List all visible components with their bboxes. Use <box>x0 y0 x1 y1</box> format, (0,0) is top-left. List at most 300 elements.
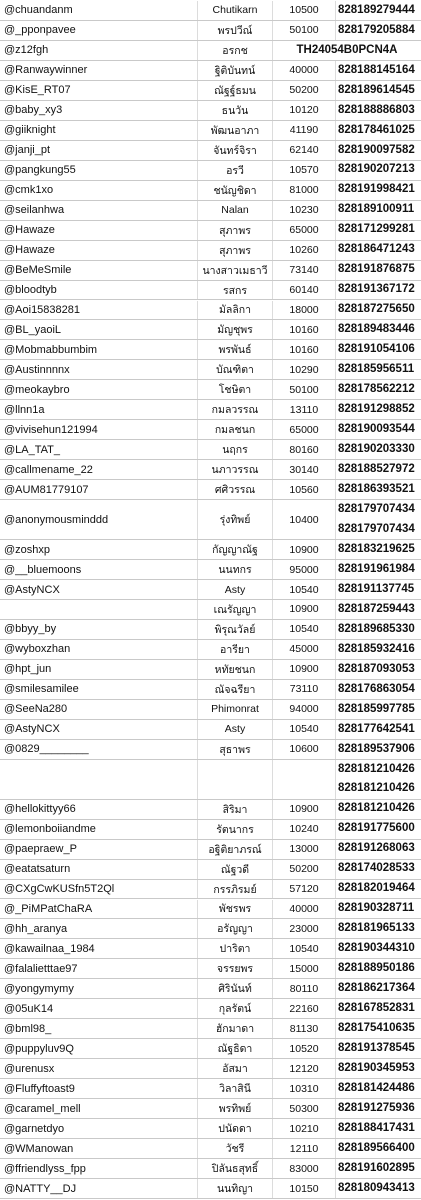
username-cell: @BeMeSmile <box>4 264 72 277</box>
username-cell: @z12fgh <box>4 44 49 57</box>
table-row <box>0 959 421 979</box>
tracking-number-cell <box>335 1019 421 1038</box>
tracking-number: 828187275650 <box>338 303 415 316</box>
table-row <box>0 840 421 860</box>
table-row <box>0 400 421 420</box>
recipient-name-cell: พัฒนอาภา <box>197 121 272 140</box>
recipient-name-cell: อรกช <box>197 41 272 60</box>
postal-code-cell: 10540 <box>272 620 335 639</box>
username-cell: @NATTY__DJ <box>4 1182 77 1195</box>
tracking-number-cell <box>335 600 421 619</box>
username-cell: @Aoi15838281 <box>4 303 81 316</box>
postal-code-cell: 40000 <box>272 61 335 80</box>
postal-code-cell: 81130 <box>272 1019 335 1038</box>
tracking-number-cell <box>335 480 421 499</box>
username-cell: @baby_xy3 <box>4 104 63 117</box>
tracking-number-cell <box>335 919 421 938</box>
tracking-number-cell <box>335 281 421 300</box>
username-cell: @CXgCwKUSfn5T2Ql <box>4 883 115 895</box>
username-cell: @anonymousminddd <box>4 513 109 526</box>
username-cell: @pangkung55 <box>4 164 76 177</box>
tracking-number: 828179707434 <box>338 503 415 516</box>
postal-code-cell: 10570 <box>272 161 335 180</box>
table-row <box>0 41 421 61</box>
table-row <box>0 261 421 281</box>
postal-code-cell: 65000 <box>272 221 335 240</box>
recipient-name-cell: ปาริตา <box>197 939 272 958</box>
table-row <box>0 181 421 201</box>
tracking-number: 828175410635 <box>338 1022 415 1035</box>
tracking-number-cell <box>335 1119 421 1138</box>
postal-code-cell: 10560 <box>272 480 335 499</box>
tracking-number: 828189614545 <box>338 83 415 96</box>
username-cell: @SeeNa280 <box>4 703 68 716</box>
tracking-number: 828180943413 <box>338 1181 415 1194</box>
tracking-number: 828190203330 <box>338 443 415 455</box>
postal-code-cell: 65000 <box>272 420 335 439</box>
tracking-number-cell <box>335 840 421 859</box>
tracking-number: 828190344310 <box>338 942 415 955</box>
table-row <box>0 700 421 720</box>
recipient-name-cell: มัลลิกา <box>197 301 272 320</box>
table-row <box>0 860 421 880</box>
username-cell: @hellokittyy66 <box>4 803 76 816</box>
tracking-number: 828183219625 <box>338 542 415 555</box>
tracking-number-cell <box>335 121 421 140</box>
table-row <box>0 560 421 580</box>
recipient-name-cell: เณรัญญา <box>197 600 272 619</box>
table-row <box>0 1119 421 1139</box>
tracking-number-cell <box>335 540 421 559</box>
username-cell: @BL_yaoiL <box>4 323 62 336</box>
tracking-number-cell <box>335 1099 421 1118</box>
recipient-name-cell: ธนวัน <box>197 101 272 120</box>
table-row <box>0 820 421 840</box>
tracking-number: 828178562212 <box>338 383 415 396</box>
tracking-number-cell <box>335 301 421 320</box>
recipient-name-cell: นางสาวเมธาวี <box>197 261 272 280</box>
tracking-number-cell <box>335 340 421 359</box>
tracking-number-cell <box>335 860 421 879</box>
recipient-name-cell: วัชรี <box>197 1139 272 1158</box>
table-row <box>0 201 421 221</box>
tracking-number-cell <box>335 1179 421 1198</box>
table-row <box>0 121 421 141</box>
tracking-number: 828191275936 <box>338 1101 415 1114</box>
recipient-name-cell: อัสมา <box>197 1059 272 1078</box>
postal-code-cell: 60140 <box>272 281 335 300</box>
postal-code-cell: 94000 <box>272 700 335 719</box>
recipient-name-cell: นฤกร <box>197 440 272 459</box>
recipient-name-cell: พรพันธ์ <box>197 340 272 359</box>
tracking-number-cell <box>335 720 421 739</box>
tracking-number-cell <box>335 1 421 20</box>
username-cell: @_PiMPatChaRA <box>4 902 93 915</box>
tracking-number: 828190345953 <box>338 1061 415 1074</box>
table-row <box>0 440 421 460</box>
table-row <box>0 800 421 820</box>
postal-code-cell: 45000 <box>272 640 335 659</box>
tracking-number-cell <box>335 241 421 260</box>
table-row <box>0 760 421 800</box>
username-cell: @hpt_jun <box>4 663 52 676</box>
recipient-name-cell: หทัยชนก <box>197 660 272 679</box>
recipient-name-cell: ศิรินันท์ <box>197 979 272 998</box>
tracking-number: 828189566400 <box>338 1141 415 1154</box>
table-row <box>0 660 421 680</box>
postal-code-cell: 10310 <box>272 1079 335 1098</box>
recipient-name-cell: Chutikarn <box>197 1 272 20</box>
recipient-name-cell: กมลวรรณ <box>197 400 272 419</box>
table-row <box>0 420 421 440</box>
table-row <box>0 480 421 500</box>
tracking-number: 828185956511 <box>338 363 415 376</box>
table-row <box>0 600 421 620</box>
tracking-number: 828181210426 <box>338 802 415 815</box>
username-cell: @Hawaze <box>4 224 55 237</box>
tracking-number: 828191602895 <box>338 1161 415 1174</box>
username-cell: @eatatsaturn <box>4 863 71 876</box>
postal-code-cell: 12110 <box>272 1139 335 1158</box>
table-row <box>0 21 421 41</box>
table-row <box>0 101 421 121</box>
postal-code-cell: 10240 <box>272 820 335 839</box>
tracking-number: 828190097582 <box>338 143 415 156</box>
tracking-number: 828189483446 <box>338 323 415 336</box>
tracking-number: 828176863054 <box>338 682 415 695</box>
tracking-number: 828188886803 <box>338 103 415 116</box>
username-cell: @Mobmabbumbim <box>4 343 98 356</box>
table-row <box>0 1099 421 1119</box>
username-cell: @hh_aranya <box>4 922 68 935</box>
tracking-number-cell <box>335 1039 421 1058</box>
tracking-number-cell <box>335 640 421 659</box>
postal-code-cell: 10540 <box>272 720 335 739</box>
postal-code-cell: 83000 <box>272 1159 335 1178</box>
tracking-number: 828189100911 <box>338 203 415 216</box>
table-row <box>0 1179 421 1199</box>
tracking-number: 828191298852 <box>338 403 415 416</box>
tracking-number: 828185932416 <box>338 642 415 655</box>
username-cell: @AstyNCX <box>4 723 60 736</box>
username-cell: @ffriendlyss_fpp <box>4 1162 86 1175</box>
username-cell: @bbyy_by <box>4 623 57 636</box>
username-cell: @KisE_RT07 <box>4 84 71 97</box>
username-cell: @seilanhwa <box>4 204 65 217</box>
username-cell: @05uK14 <box>4 1002 54 1015</box>
table-row <box>0 281 421 301</box>
tracking-number-cell <box>335 61 421 80</box>
recipient-name-cell: นนทกร <box>197 560 272 579</box>
tracking-number-cell <box>335 560 421 579</box>
username-cell: @meokaybro <box>4 383 70 396</box>
tracking-number-cell <box>335 820 421 839</box>
tracking-number-cell <box>335 420 421 439</box>
tracking-number: 828187093053 <box>338 662 415 675</box>
tracking-number-cell <box>335 21 421 40</box>
username-cell: @puppyluv9Q <box>4 1042 74 1055</box>
postal-code-cell: 10500 <box>272 1 335 20</box>
username-cell: @lemonboiiandme <box>4 823 96 836</box>
recipient-name-cell: บัณฑิตา <box>197 360 272 379</box>
username-cell: @LA_TAT_ <box>4 443 60 456</box>
recipient-name-cell: ณัจฉรียา <box>197 680 272 699</box>
recipient-name-cell: รัตนากร <box>197 820 272 839</box>
username-cell: @smilesamilee <box>4 683 79 696</box>
username-cell: @Fluffyftoast9 <box>4 1082 75 1095</box>
recipient-name-cell: โชษิตา <box>197 380 272 399</box>
username-cell: @AstyNCX <box>4 583 60 596</box>
tracking-number: 828191367172 <box>338 283 415 296</box>
table-row <box>0 999 421 1019</box>
username-cell: @garnetdyo <box>4 1122 65 1135</box>
tracking-number: 828174028533 <box>338 862 415 875</box>
recipient-name-cell: กุลรัตน์ <box>197 999 272 1018</box>
table-row <box>0 900 421 920</box>
table-row <box>0 380 421 400</box>
tracking-number-cell <box>335 999 421 1018</box>
postal-code-cell: 15000 <box>272 959 335 978</box>
username-cell: @llnn1a <box>4 403 45 416</box>
username-cell: @Hawaze <box>4 244 55 257</box>
table-row <box>0 1079 421 1099</box>
tracking-number-cell <box>335 680 421 699</box>
username-cell: @0829________ <box>4 743 89 756</box>
tracking-number-cell <box>335 700 421 719</box>
recipient-name-cell: อรัญญา <box>197 919 272 938</box>
tracking-number: 828181210426 <box>338 782 415 795</box>
tracking-number-cell <box>335 580 421 599</box>
recipient-name-cell: รสกร <box>197 281 272 300</box>
table-row <box>0 340 421 360</box>
tracking-number-cell <box>335 101 421 120</box>
tracking-number: 828190207213 <box>338 163 415 176</box>
table-row <box>0 61 421 81</box>
tracking-number: 828191268063 <box>338 842 415 855</box>
tracking-number-cell <box>335 1059 421 1078</box>
recipient-name-cell: นภาวรรณ <box>197 460 272 479</box>
recipient-name-cell: ฮักมาดา <box>197 1019 272 1038</box>
tracking-number-cell <box>335 620 421 639</box>
postal-code-cell: 10600 <box>272 740 335 759</box>
tracking-number-cell <box>272 41 421 60</box>
username-cell: @wyboxzhan <box>4 643 71 656</box>
table-row <box>0 979 421 999</box>
postal-code-cell: 22160 <box>272 999 335 1018</box>
tracking-number: 828188950186 <box>338 962 415 975</box>
tracking-number-cell <box>335 979 421 998</box>
postal-code-cell: 13110 <box>272 400 335 419</box>
table-row <box>0 880 421 900</box>
postal-code-cell: 10260 <box>272 241 335 260</box>
recipient-name-cell: สุภาพร <box>197 221 272 240</box>
recipient-name-cell: Phimonrat <box>197 700 272 719</box>
tracking-number: 828190328711 <box>338 902 415 915</box>
tracking-number-cell <box>335 660 421 679</box>
tracking-number-cell <box>335 1079 421 1098</box>
table-row <box>0 360 421 380</box>
recipient-name-cell: กัญญาณัฐ <box>197 540 272 559</box>
table-row <box>0 580 421 600</box>
recipient-name-cell: ชนัญชิดา <box>197 181 272 200</box>
tracking-number: 828186393521 <box>338 482 415 495</box>
recipient-name-cell: มัญชุพร <box>197 320 272 339</box>
tracking-number: 828181965133 <box>338 922 415 935</box>
postal-code-cell: 40000 <box>272 900 335 919</box>
table-row <box>0 320 421 340</box>
username-cell: @AUM81779107 <box>4 483 89 496</box>
postal-code-cell: 50100 <box>272 380 335 399</box>
postal-code-cell: 10520 <box>272 1039 335 1058</box>
tracking-number-cell <box>335 760 421 799</box>
postal-code-cell: 10900 <box>272 600 335 619</box>
recipient-name-cell: ฐิติบันทน์ <box>197 61 272 80</box>
table-row <box>0 680 421 700</box>
tracking-number: 828186217364 <box>338 982 415 995</box>
postal-code-cell: 73110 <box>272 680 335 699</box>
recipient-name-cell: ปนัดดา <box>197 1119 272 1138</box>
postal-code-cell: 10160 <box>272 340 335 359</box>
recipient-name-cell: ณัฐวดี <box>197 860 272 879</box>
postal-code-cell: 62140 <box>272 141 335 160</box>
username-cell: @chuandanm <box>4 4 73 17</box>
recipient-name-cell: รุ่งทิพย์ <box>197 500 272 539</box>
postal-code-cell: 10900 <box>272 540 335 559</box>
recipient-name-cell: ปิลันธสุทธิ์ <box>197 1159 272 1178</box>
postal-code-cell: 73140 <box>272 261 335 280</box>
table-row <box>0 1059 421 1079</box>
tracking-number: 828177642541 <box>338 722 415 735</box>
tracking-number: 828189537906 <box>338 742 415 755</box>
recipient-name-cell: พิรุณวัลย์ <box>197 620 272 639</box>
table-row <box>0 301 421 321</box>
postal-code-cell: 10160 <box>272 320 335 339</box>
tracking-number: 828188527972 <box>338 462 415 475</box>
recipient-name-cell: สิริมา <box>197 800 272 819</box>
username-cell <box>0 600 197 619</box>
recipient-name-cell: อารียา <box>197 640 272 659</box>
username-cell: @paepraew_P <box>4 843 77 856</box>
username-cell: @zoshxp <box>4 543 51 556</box>
tracking-number: 828179205884 <box>338 23 415 36</box>
username-cell: @janji_pt <box>4 144 51 157</box>
recipient-name-cell: พรปวีณ์ <box>197 21 272 40</box>
username-cell: @kawailnaa_1984 <box>4 942 95 955</box>
table-row <box>0 1039 421 1059</box>
tracking-number: 828178461025 <box>338 123 415 136</box>
table-row <box>0 1139 421 1159</box>
postal-code-cell: 80160 <box>272 440 335 459</box>
table-row <box>0 460 421 480</box>
table-row <box>0 740 421 760</box>
tracking-number: 828186471243 <box>338 243 415 256</box>
recipient-name-cell: พัชรพร <box>197 900 272 919</box>
tracking-number-cell <box>335 81 421 100</box>
table-row <box>0 1019 421 1039</box>
recipient-name-cell: กมลชนก <box>197 420 272 439</box>
tracking-number-cell <box>335 900 421 919</box>
tracking-number-cell <box>335 181 421 200</box>
tracking-number-cell <box>335 320 421 339</box>
tracking-number: 828191961984 <box>338 562 415 575</box>
postal-code-cell: 10400 <box>272 500 335 539</box>
postal-code-cell: 50100 <box>272 21 335 40</box>
tracking-number: TH24054B0PCN4A <box>296 43 398 56</box>
tracking-number: 828185997785 <box>338 702 415 715</box>
recipient-name-cell: สุธาพร <box>197 740 272 759</box>
tracking-number: 828181210426 <box>338 762 415 775</box>
username-cell: @WManowan <box>4 1142 74 1155</box>
postal-code-cell: 10540 <box>272 580 335 599</box>
table-row <box>0 81 421 101</box>
postal-code-cell: 23000 <box>272 919 335 938</box>
table-row <box>0 221 421 241</box>
tracking-number-cell <box>335 261 421 280</box>
postal-code-cell: 50200 <box>272 860 335 879</box>
recipient-name-cell: ณัฐฐ์ธมน <box>197 81 272 100</box>
tracking-number: 828171299281 <box>338 223 415 236</box>
tracking-number: 828191378545 <box>338 1042 415 1054</box>
postal-code-cell: 41190 <box>272 121 335 140</box>
postal-code-cell: 13000 <box>272 840 335 859</box>
postal-code-cell: 95000 <box>272 560 335 579</box>
postal-code-cell: 12120 <box>272 1059 335 1078</box>
postal-code-cell: 81000 <box>272 181 335 200</box>
tracking-number-cell <box>335 400 421 419</box>
postal-code-cell: 30140 <box>272 460 335 479</box>
username-cell: @_pponpavee <box>4 24 76 37</box>
table-row <box>0 1159 421 1179</box>
username-cell: @callmename_22 <box>4 463 93 476</box>
username-cell: @cmk1xo <box>4 184 54 197</box>
tracking-number: 828191876875 <box>338 263 415 276</box>
postal-code-cell: 10290 <box>272 360 335 379</box>
recipient-name-cell: ศศิวรรณ <box>197 480 272 499</box>
username-cell: @caramel_mell <box>4 1102 81 1115</box>
postal-code-cell <box>272 760 335 799</box>
table-row <box>0 161 421 181</box>
tracking-number: 828191137745 <box>338 582 415 595</box>
tracking-number-cell <box>335 500 421 539</box>
table-row <box>0 939 421 959</box>
tracking-number-cell <box>335 939 421 958</box>
tracking-number-cell <box>335 380 421 399</box>
tracking-number-cell <box>335 161 421 180</box>
username-cell <box>0 760 197 799</box>
table-row <box>0 620 421 640</box>
tracking-number: 828191054106 <box>338 343 415 356</box>
username-cell: @yongymymy <box>4 982 74 995</box>
tracking-number-cell <box>335 360 421 379</box>
tracking-number-cell <box>335 1159 421 1178</box>
recipient-name-cell: จันทร์จิรา <box>197 141 272 160</box>
recipient-name-cell: Nalan <box>197 201 272 220</box>
postal-code-cell: 10210 <box>272 1119 335 1138</box>
recipient-name-cell: พรทิพย์ <box>197 1099 272 1118</box>
recipient-name-cell: นนทิญา <box>197 1179 272 1198</box>
table-row <box>0 540 421 560</box>
username-cell: @__bluemoons <box>4 563 82 576</box>
username-cell: @bloodtyb <box>4 284 57 296</box>
recipient-name-cell: Asty <box>197 580 272 599</box>
tracking-number-cell <box>335 141 421 160</box>
table-row <box>0 720 421 740</box>
tracking-number: 828191775600 <box>338 822 415 835</box>
postal-code-cell: 10120 <box>272 101 335 120</box>
recipient-name-cell: กรรภิรมย์ <box>197 880 272 899</box>
table-row <box>0 141 421 161</box>
tracking-number-cell <box>335 740 421 759</box>
